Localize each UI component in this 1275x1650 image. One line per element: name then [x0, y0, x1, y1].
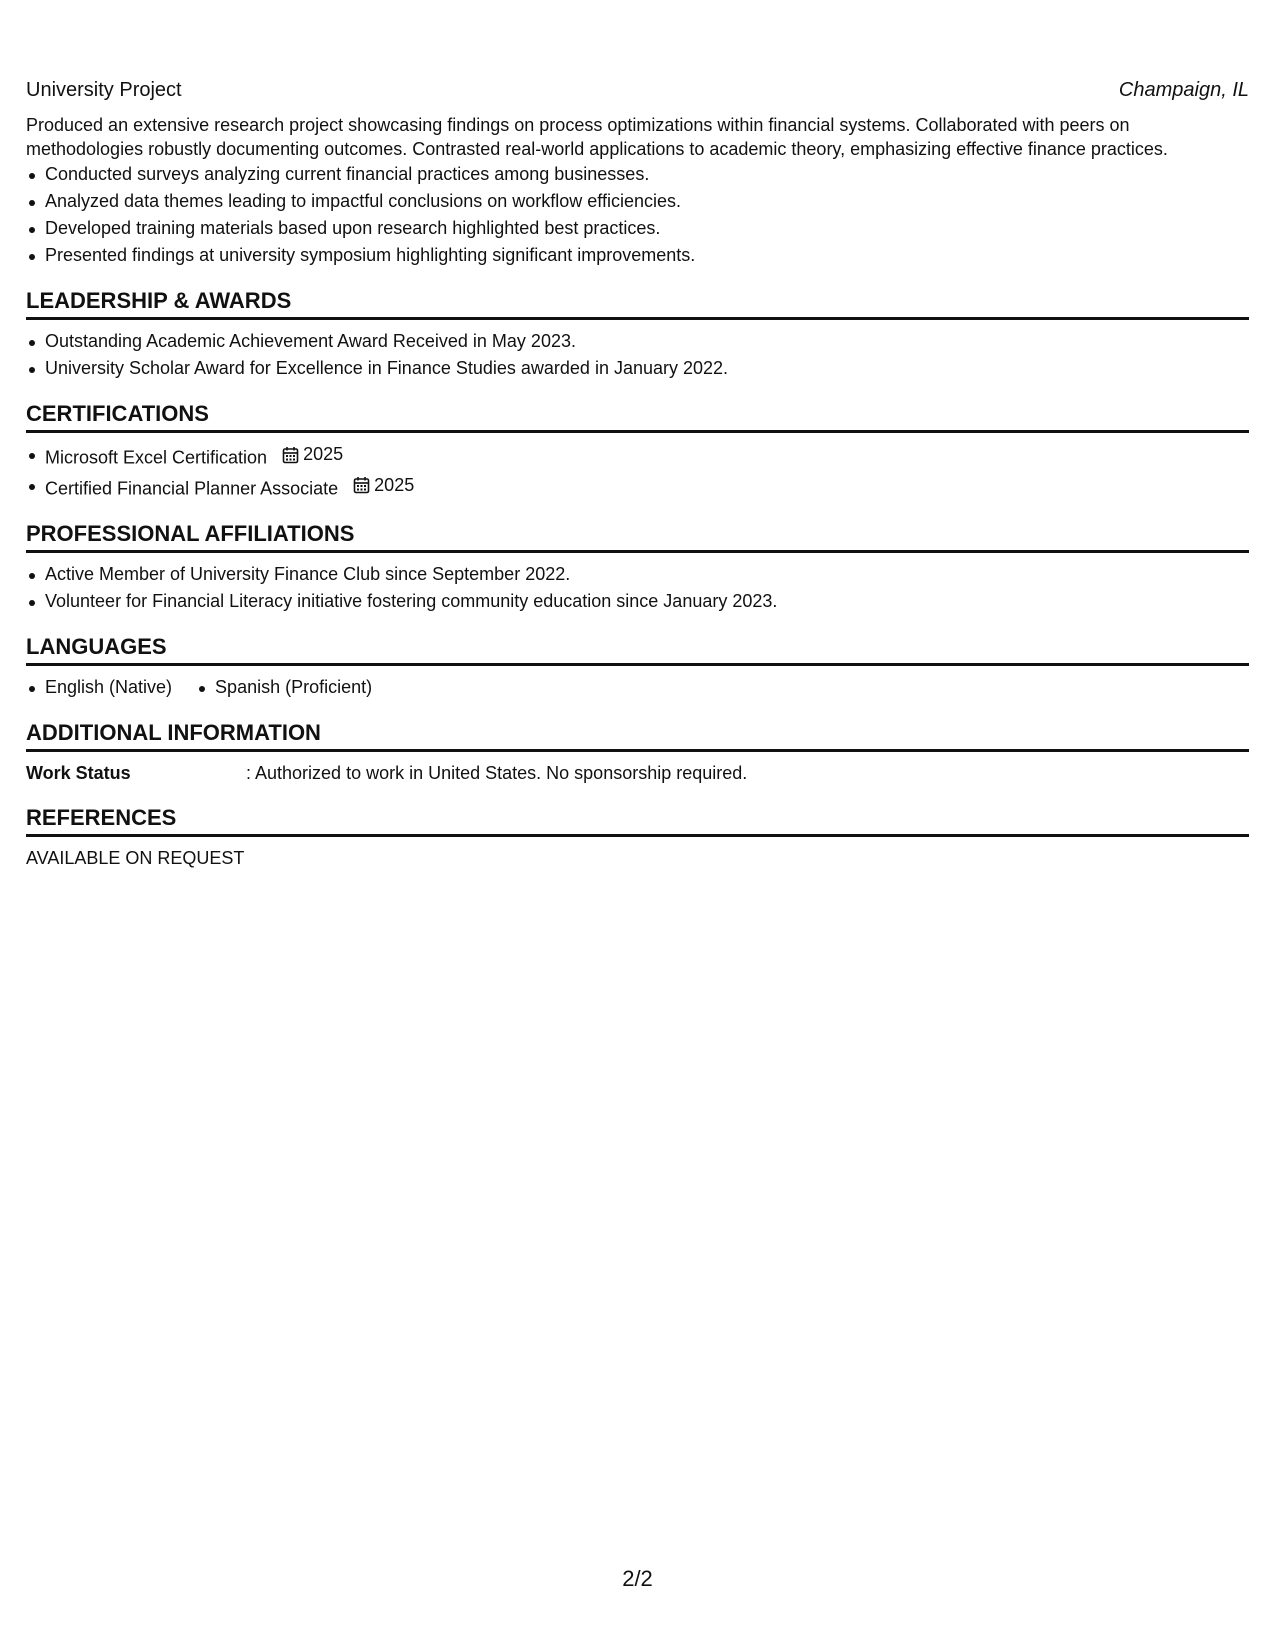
list-item: Spanish (Proficient) — [215, 674, 372, 701]
certification-year: 2025 — [374, 474, 415, 495]
list-item — [45, 472, 1249, 503]
list-item: Analyzed data themes leading to impactful conclusions on workflow efficiencies. — [45, 188, 1249, 215]
certification-date — [282, 441, 343, 468]
list-item: Developed training materials based upon research highlighted best practices. — [45, 215, 1249, 242]
project-header — [26, 76, 1249, 104]
work-status-value: : Authorized to work in United States. No sponsorship required. — [246, 763, 748, 783]
project-bullets — [26, 161, 1249, 269]
certification-year: 2025 — [303, 444, 344, 464]
section-title-references: REFERENCES — [26, 803, 1249, 837]
list-item — [45, 441, 1249, 472]
list-item: Active Member of University Finance Club since September 2022. — [45, 561, 1249, 588]
list-item: Outstanding Academic Achievement Award Received in May 2023. — [45, 328, 1249, 355]
leadership-list — [26, 328, 1249, 382]
section-title-additional: ADDITIONAL INFORMATION — [26, 718, 1249, 752]
affiliations-list — [26, 561, 1249, 615]
certification-date — [353, 472, 414, 499]
project-location: Champaign, IL — [1118, 79, 1249, 101]
project-description: Produced an extensive research project showcasing findings on process optimizations within financial systems. Collaborated with peers on methodologies robustly documenting outcomes. Contrasted real-world applications to academic theory, emphasizing effective finance practices. — [26, 115, 1168, 159]
calendar-icon — [282, 446, 299, 464]
languages-list — [26, 674, 1249, 701]
certification-name: Certified Financial Planner Associate — [45, 478, 339, 498]
list-item: University Scholar Award for Excellence in Finance Studies awarded in January 2022. — [45, 355, 1249, 382]
work-status-label: Work Status — [26, 763, 131, 783]
certification-name: Microsoft Excel Certification — [45, 447, 268, 468]
project-title: University Project — [26, 79, 182, 101]
section-title-certifications: CERTIFICATIONS — [26, 399, 1249, 433]
certifications-list — [26, 441, 1249, 502]
page-number: 2/2 — [622, 1566, 653, 1591]
list-item: Presented findings at university symposium highlighting significant improvements. — [45, 242, 1249, 269]
list-item: Volunteer for Financial Literacy initiative fostering community education since January 2023. — [45, 588, 1249, 615]
work-status-row — [26, 760, 1249, 786]
list-item: English (Native) — [45, 674, 172, 701]
resume-page — [26, 76, 1249, 871]
section-title-affiliations: PROFESSIONAL AFFILIATIONS — [26, 519, 1249, 553]
section-title-languages: LANGUAGES — [26, 632, 1249, 666]
list-item: Conducted surveys analyzing current financial practices among businesses. — [45, 161, 1249, 188]
calendar-icon — [353, 476, 370, 494]
section-title-leadership: LEADERSHIP & AWARDS — [26, 286, 1249, 320]
references-text: AVAILABLE ON REQUEST — [26, 848, 245, 868]
